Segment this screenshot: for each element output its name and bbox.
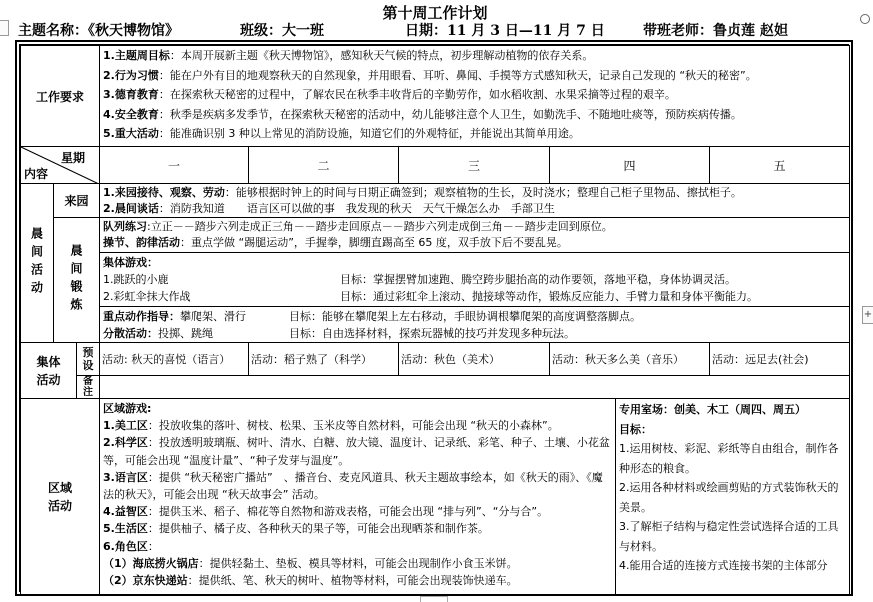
arrival-content	[99, 183, 850, 218]
activity-monday: 活动: 秋天的喜悦（语言）	[99, 342, 249, 376]
class-name: 班级：大一班	[240, 23, 324, 39]
info-bar	[18, 20, 858, 40]
day-wednesday: 三	[398, 146, 550, 184]
plan-table-inner	[19, 44, 849, 592]
activity-thursday: 活动：秋天多么美（音乐）	[549, 342, 710, 376]
area-item: 1.美工区：投放收集的落叶、树枝、松果、玉米皮等自然材料，可能会出现 “秋天的小森林”。	[103, 419, 559, 433]
horizontal-scroll-handle[interactable]	[420, 596, 448, 602]
morning-label: 晨间活动	[29, 227, 44, 299]
arrival-label-cell	[53, 183, 100, 218]
day-tuesday: 二	[248, 146, 399, 184]
exercise-label: 晨间锻炼	[69, 244, 83, 316]
content-label: 内容	[24, 167, 49, 181]
activity-tuesday: 活动：稻子熟了（科学）	[248, 342, 399, 376]
date-range: 日期：11 月 3 日—11 月 7 日	[405, 23, 605, 39]
add-column-handle[interactable]: +	[862, 306, 873, 324]
exercise-label-cell	[53, 217, 100, 343]
area-item: （1）海底捞火锅店：提供轻黏土、垫板、模具等材料，可能会出现制作小食玉米饼。	[103, 556, 518, 570]
preset-label-cell	[76, 342, 100, 376]
theme-name: 主题名称：《秋天博物馆》	[18, 23, 179, 39]
work-req-item: 2.行为习惯：能在户外有目的地观察秋天的自然现象，并用眼看、耳听、鼻闻、手摸等方式感知秋天，记录自己发现的 “秋天的秘密”。	[103, 68, 757, 82]
group-activity-note	[99, 375, 850, 399]
guidance-item: 分散活动：投掷、跳绳 目标：自由选择材料，探索玩器械的技巧并发现多种玩法。	[103, 327, 575, 340]
drill-item: 操节、韵律活动：重点学做 “踢腿运动”，手握拳，脚绷直踢高至 65 度，双手放下后不要乱晃。	[103, 236, 568, 249]
activity-friday: 活动：远足去(社会)	[709, 342, 850, 376]
teachers: 带班老师：鲁贞莲 赵妲	[643, 23, 788, 39]
group-games-content	[99, 252, 850, 307]
work-req-label: 工作要求	[20, 45, 100, 147]
guidance-item: 重点动作指导：攀爬架、滑行 目标：能够在攀爬架上左右移动，手眼协调根攀爬架的高度调整落脚点。	[103, 310, 641, 323]
special-room-content	[615, 398, 850, 595]
special-room-goal: 2.运用各种材料或绘画剪贴的方式装饰秋天的美景。	[619, 481, 839, 514]
area-item: 3.语言区：提供 “秋天秘密广播站” 、播音台、麦克风道具、秋天主题故事绘本，如《秋天的雨》、《魔法的秋天》，可能会出现 “秋天故事会” 活动。	[103, 470, 603, 502]
work-req-item: 1.主题周目标：本周开展新主题《秋天博物馆》，感知秋天气候的特点，初步理解动植物的依存关系。	[103, 49, 594, 62]
day-friday: 五	[709, 146, 850, 184]
note-label: 备注	[83, 376, 93, 398]
group-activity-label-cell	[20, 342, 77, 399]
corner-circle-icon	[860, 14, 870, 24]
area-item: 2.科学区：投放透明玻璃瓶、树叶、清水、白糖、放大镜、温度计、记录纸、彩笔、种子、土壤、小花盆等，可能会出现 “温度计量”、“种子发芽与温度”。	[103, 436, 610, 467]
note-label-cell	[76, 375, 100, 399]
work-req-item: 3.德育教育：在探索秋天秘密的过程中，了解农民在秋季丰收背后的辛勤劳作，如水稻收割、水果采摘等过程的艰辛。	[103, 88, 676, 101]
group-games-heading: 集体游戏：	[103, 256, 158, 269]
area-item: 5.生活区：提供柚子、橘子皮、各种秋天的果子等，可能会出现晒茶和制作茶。	[103, 522, 489, 536]
arrival-label: 来园	[64, 194, 89, 208]
special-room-heading: 专用室场：创美、木工（周四、周五）	[619, 403, 806, 416]
group-game-item: 1.跳跃的小鹿 目标：掌握摆臂加速跑、腾空跨步腿抬高的动作要领，落地平稳，身体协调灵活。	[103, 273, 736, 286]
group-game-item: 2.彩虹伞抹大作战 目标：通过彩虹伞上滚动、抛接球等动作，锻炼反应能力、手臂力量和身体平衡能力。	[103, 290, 758, 303]
area-content	[99, 398, 616, 595]
left-margin-handle[interactable]	[0, 20, 9, 36]
special-room-goal: 3.了解柜子结构与稳定性尝试选择合适的工具与材料。	[619, 520, 839, 553]
area-item: 6.角色区：	[103, 539, 159, 553]
special-room-goal: 1.运用树枝、彩泥、彩纸等自由组合，制作各种形态的粮食。	[619, 442, 839, 475]
area-item: 4.益智区：提供玉米、稻子、棉花等自然物和游戏表格，可能会出现 “排与列”、“分与合”。	[103, 505, 549, 519]
preset-label: 预设	[82, 346, 94, 372]
week-header-corner	[20, 146, 100, 184]
special-room-goal-label: 目标：	[619, 422, 652, 436]
plan-table	[15, 40, 853, 596]
day-thursday: 四	[549, 146, 710, 184]
guidance-content	[99, 306, 850, 343]
area-label-cell	[20, 398, 100, 595]
work-req-content	[99, 45, 850, 147]
weekday-label: 星期	[60, 151, 85, 165]
work-req-item: 4.安全教育：秋季是疾病多发季节，在探索秋天秘密的活动中，幼儿能够注意个人卫生，如勤洗手、不随地吐痰等，预防疾病传播。	[103, 107, 742, 121]
arrival-item: 1.来园接待、观察、劳动：能够根据时钟上的时间与日期正确签到；观察植物的生长，及时浇水；整理自己柜子里物品、擦拭柜子。	[103, 186, 742, 199]
work-req-item: 5.重大活动：能准确识别 3 种以上常见的消防设施，知道它们的外观特征，并能说出其简单用途。	[103, 127, 580, 140]
group-activity-label: 集体活动	[36, 354, 61, 387]
area-label: 区域活动	[47, 480, 72, 513]
special-room-goal: 4.能用合适的连接方式连接书架的主体部分	[619, 559, 828, 572]
drill-content	[99, 217, 850, 253]
arrival-item: 2.晨间谈话：消防我知道 语言区可以做的事 我发现的秋天 天气干燥怎么办 手部卫生	[103, 202, 555, 215]
drill-item: 队列练习:立正－－踏步六列走成正三角－－踏步走回原点－－踏步六列走成倒三角－－踏步走回到原位。	[103, 220, 613, 233]
area-heading: 区域游戏:	[103, 402, 152, 415]
day-monday: 一	[99, 146, 249, 184]
area-item: （2）京东快递站：提供纸、笔、秋天的树叶、植物等材料，可能会出现装饰快递车。	[103, 574, 518, 588]
activity-wednesday: 活动：秋色（美术）	[398, 342, 550, 376]
page-title: 第十周工作计划	[382, 4, 488, 22]
morning-label-cell	[20, 183, 54, 343]
